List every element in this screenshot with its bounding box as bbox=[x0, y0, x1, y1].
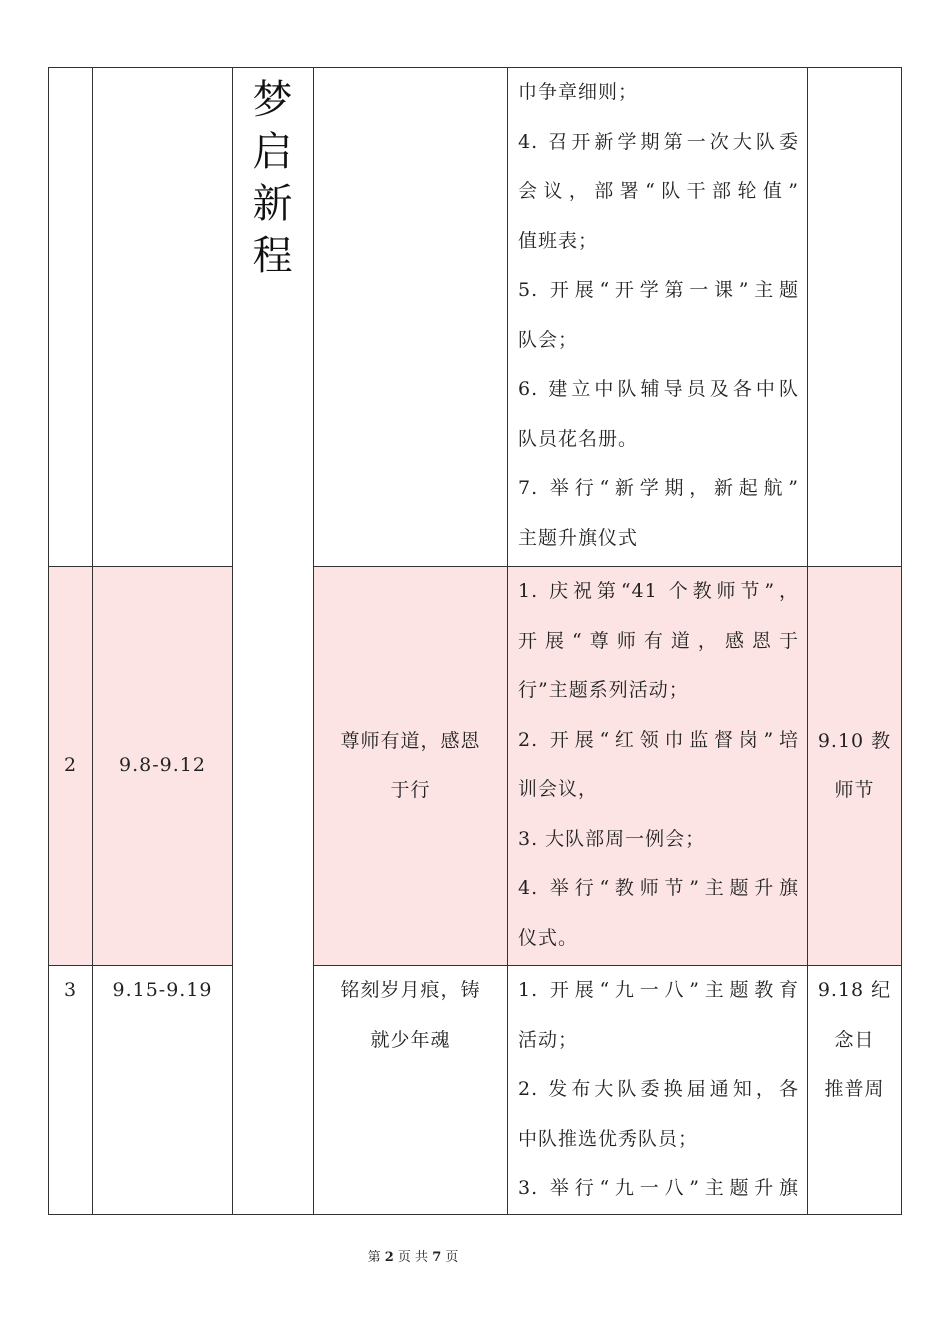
activity-line: 2. 发布大队委换届通知，各 bbox=[518, 1078, 799, 1100]
activity-line: 行”主题系列活动； bbox=[518, 679, 689, 701]
footer-suffix: 页 bbox=[445, 1250, 459, 1265]
week-cell: 3 bbox=[49, 966, 93, 1215]
activity-line: 开展“尊师有道，感恩于 bbox=[518, 629, 799, 652]
note-cell bbox=[808, 966, 902, 1215]
dates-cell bbox=[93, 68, 233, 567]
week-theme-cell bbox=[314, 966, 508, 1215]
activity-line: 1. 开展“九一八”主题教育 bbox=[518, 979, 799, 1001]
activity-line: 队会； bbox=[518, 328, 579, 351]
activities-cell bbox=[508, 68, 808, 567]
table-row bbox=[49, 567, 902, 966]
activity-line: 活动； bbox=[518, 1028, 579, 1051]
activity-line: 3. 举行“九一八”主题升旗 bbox=[518, 1177, 799, 1199]
page-footer bbox=[0, 1246, 826, 1265]
week-theme-line: 铭刻岁月痕，铸 bbox=[340, 979, 481, 1001]
activities-cell bbox=[508, 966, 808, 1215]
activity-line: 3. 大队部周一例会； bbox=[518, 827, 706, 850]
dates-cell: 9.8-9.12 bbox=[93, 567, 233, 966]
activity-line: 中队推选优秀队员； bbox=[518, 1127, 699, 1150]
activity-line: 值班表； bbox=[518, 229, 599, 252]
week-theme-line: 于行 bbox=[390, 779, 431, 801]
activity-line: 4. 召开新学期第一次大队委 bbox=[518, 130, 799, 153]
dates-cell: 9.15-9.19 bbox=[93, 966, 233, 1215]
activity-line: 巾争章细则； bbox=[518, 81, 639, 103]
activity-line: 5. 开展“开学第一课”主题 bbox=[518, 279, 799, 301]
note-line: 念日 bbox=[834, 1028, 875, 1051]
table-row bbox=[49, 68, 902, 567]
activity-line: 4. 举行“教师节”主题升旗 bbox=[518, 877, 799, 899]
activity-line: 仪式。 bbox=[518, 926, 579, 949]
week-cell: 2 bbox=[49, 567, 93, 966]
footer-page-number: 2 bbox=[384, 1250, 394, 1265]
note-line: 9.10 教 bbox=[817, 729, 892, 752]
activity-line: 1. 庆祝第“41 个教师节”， bbox=[518, 580, 799, 602]
note-line: 推普周 bbox=[824, 1078, 885, 1100]
footer-middle: 页 共 bbox=[397, 1250, 429, 1265]
activity-schedule-table bbox=[48, 67, 902, 1215]
week-theme-cell bbox=[314, 68, 508, 567]
activity-line: 队员花名册。 bbox=[518, 427, 639, 450]
note-line: 9.18 纪 bbox=[817, 979, 892, 1001]
week-theme-line: 尊师有道，感恩 bbox=[340, 729, 481, 752]
note-cell bbox=[808, 567, 902, 966]
activity-line: 会议，部署“队干部轮值” bbox=[518, 180, 799, 202]
footer-prefix: 第 bbox=[367, 1250, 381, 1265]
activities-cell bbox=[508, 567, 808, 966]
month-theme-cell bbox=[233, 68, 314, 1215]
table-row bbox=[49, 966, 902, 1215]
activity-line: 7. 举行“新学期，新起航” bbox=[518, 477, 799, 499]
note-line: 师节 bbox=[834, 779, 875, 801]
activity-line: 训会议， bbox=[518, 778, 599, 800]
note-cell bbox=[808, 68, 902, 567]
activity-line: 主题升旗仪式 bbox=[518, 526, 639, 549]
week-cell bbox=[49, 68, 93, 567]
week-theme-cell bbox=[314, 567, 508, 966]
week-theme-line: 就少年魂 bbox=[370, 1028, 451, 1051]
footer-total-pages: 7 bbox=[432, 1250, 442, 1265]
activity-line: 2. 开展“红领巾监督岗”培 bbox=[518, 728, 799, 751]
month-theme: 梦 启 新 程 bbox=[252, 77, 294, 279]
activity-line: 6. 建立中队辅导员及各中队 bbox=[518, 378, 799, 400]
